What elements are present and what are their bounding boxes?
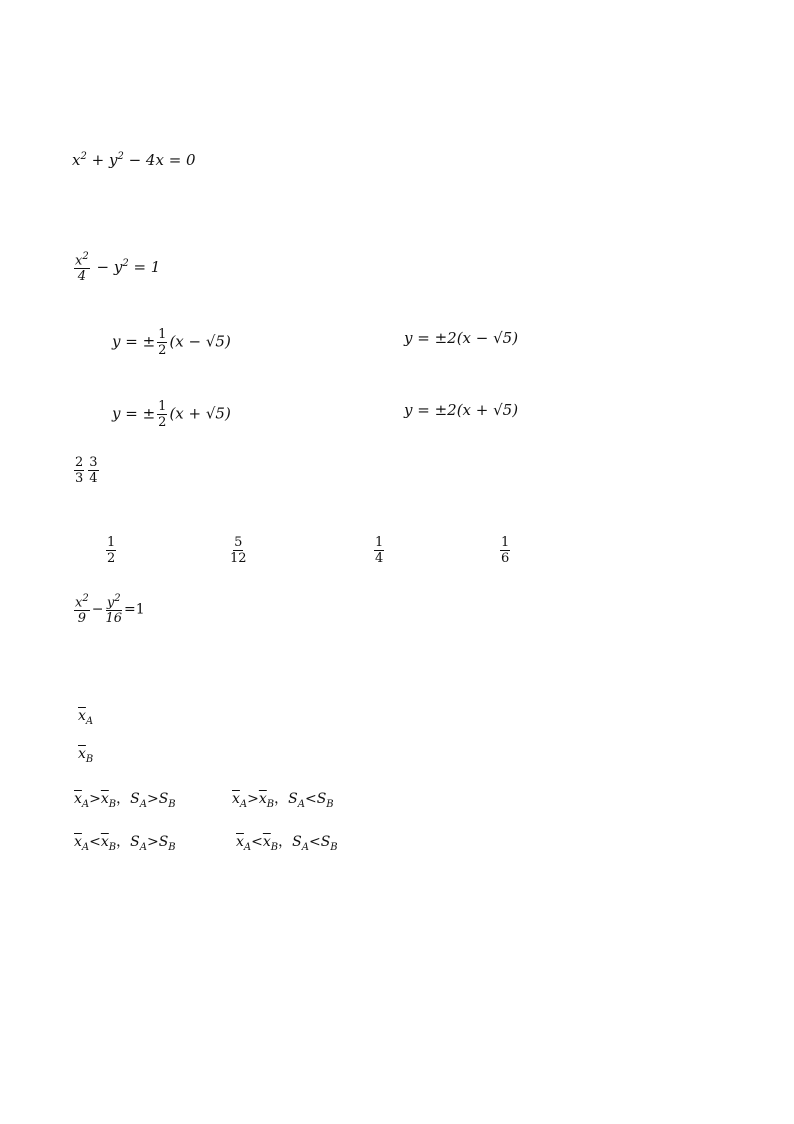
q2-option-a[interactable]: y = ± $\frac{1}{2}$ (x − √5)	[112, 327, 231, 358]
question-5-line-1: $\overline{x}_A$	[78, 708, 94, 727]
question-4-stem: $\frac{x^2}{9}$ − $\frac{y^2}{16}$ =1	[75, 593, 145, 627]
q3-option-d[interactable]: $\frac{1}{6}$	[501, 535, 510, 566]
question-1-stem: $x^2 + y^2 - 4x = 0$	[72, 151, 196, 169]
q5-option-d[interactable]: $\overline{x}_A<\overline{x}_B$，$S_A<S_B$	[236, 834, 338, 853]
question-5-line-2: $\overline{x}_B$	[78, 746, 94, 765]
q2-option-c[interactable]: y = ± $\frac{1}{2}$ (x + √5)	[112, 399, 231, 430]
question-2-stem: $\frac{x^2}{4}$ − $y^2 = 1$	[75, 251, 161, 285]
q5-option-c[interactable]: $\overline{x}_A<\overline{x}_B$，$S_A>S_B$	[74, 834, 176, 853]
question-3-line-1: $\frac{2}{3}$ $\frac{3}{4}$	[75, 455, 98, 486]
sample-a-chart	[390, 790, 560, 960]
q2-option-d[interactable]: y = ±2(x + √5)	[404, 401, 519, 419]
q3-option-a[interactable]: $\frac{1}{2}$	[107, 535, 116, 566]
q3-option-b[interactable]: $\frac{5}{12}$	[230, 535, 247, 566]
sample-b-chart	[585, 790, 755, 960]
q5-option-a[interactable]: $\overline{x}_A>\overline{x}_B$，$S_A>S_B$	[74, 791, 176, 810]
q5-option-b[interactable]: $\overline{x}_A>\overline{x}_B$，$S_A<S_B$	[232, 791, 334, 810]
q2-option-b[interactable]: y = ±2(x − √5)	[404, 329, 519, 347]
q3-option-c[interactable]: $\frac{1}{4}$	[375, 535, 384, 566]
